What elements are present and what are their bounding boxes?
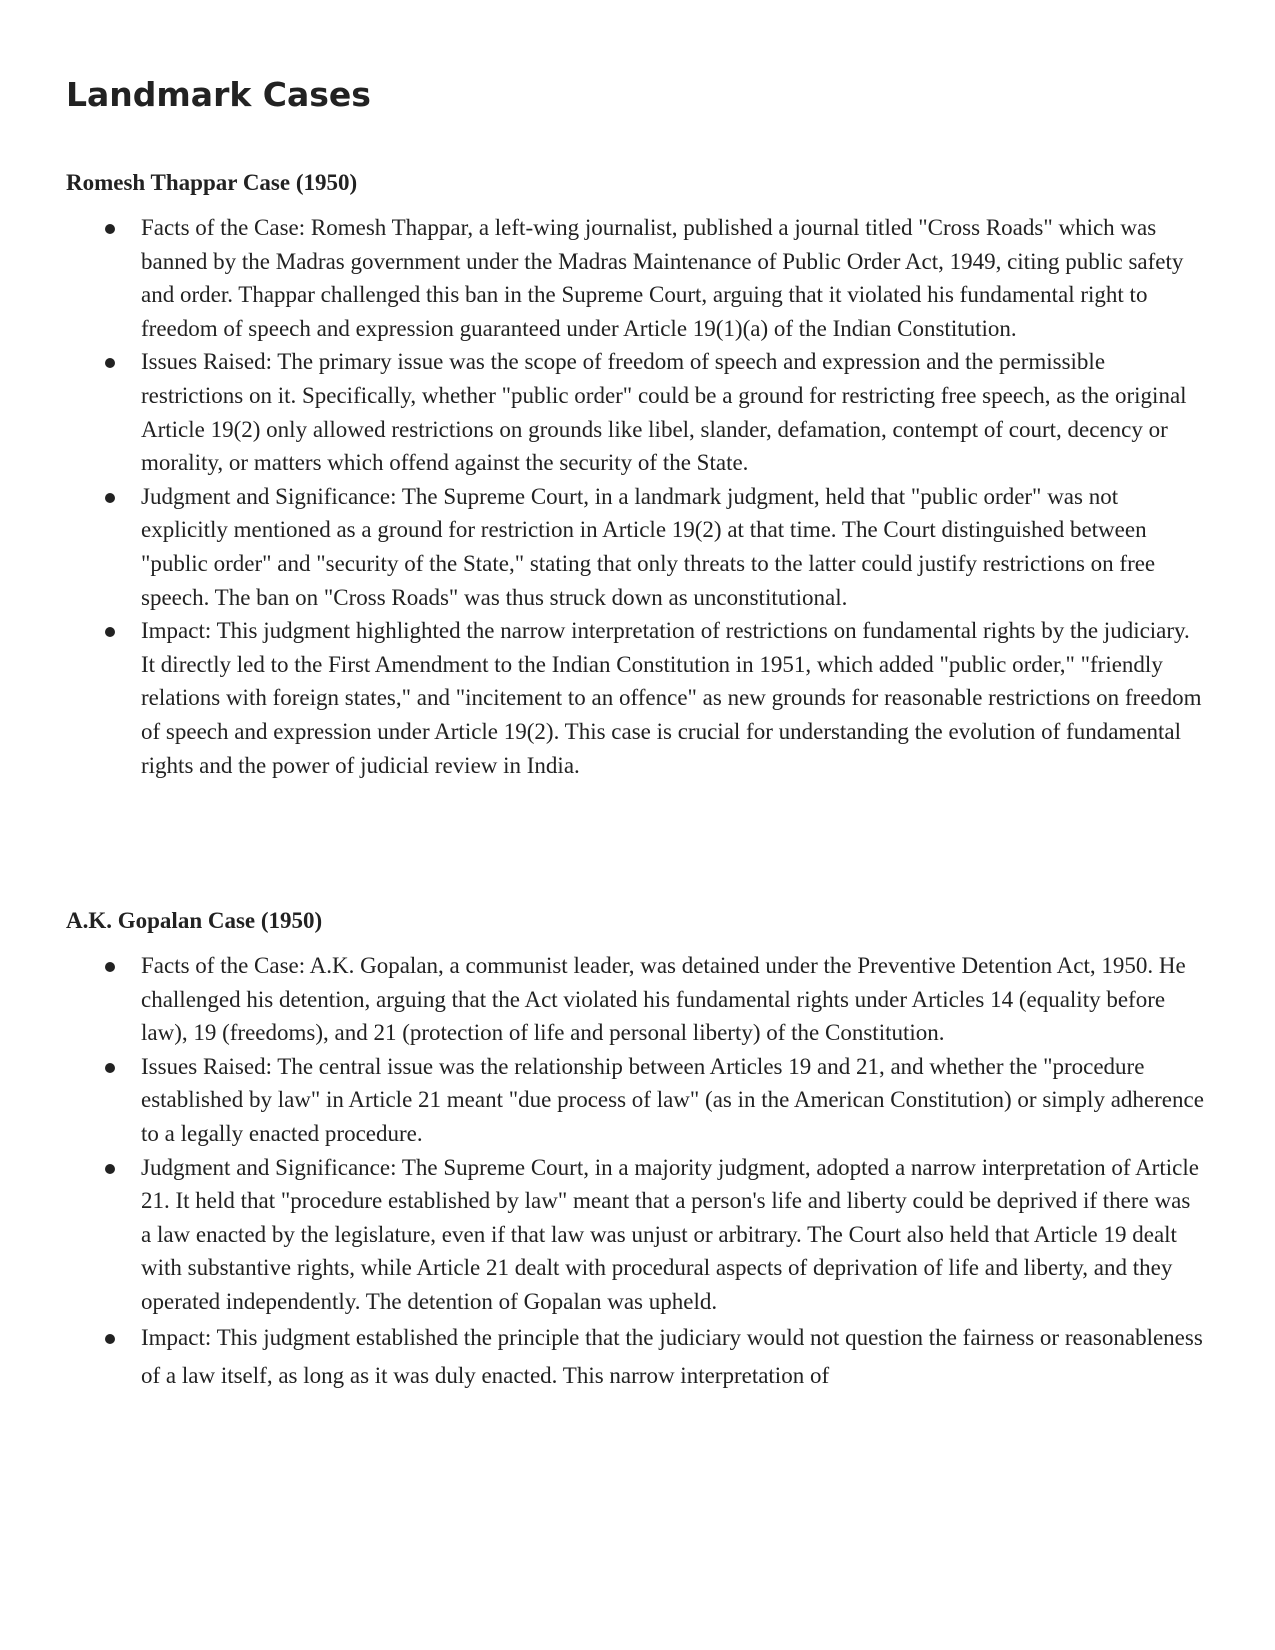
list-item-impact: [66, 614, 1206, 782]
bullet-icon: [105, 1063, 115, 1073]
bullet-icon: [105, 962, 115, 972]
case-section-romesh-thappar: [66, 168, 1206, 782]
list-item-text: Issues Raised: The primary issue was the scope of freedom of speech and expression and the permissible restrictions on it. Specifically, whether "public order" could be a ground for restricting free speech, as the original Article 19(2) only allowed restrictions on grounds like libel, slander, defamation, contempt of court, decency or morality, or matters which offend against the security of the State.: [141, 349, 1187, 476]
case-section-ak-gopalan: [66, 906, 1206, 1395]
list-item-facts: [66, 211, 1206, 345]
list-item-text: Facts of the Case: A.K. Gopalan, a communist leader, was detained under the Preventive Detention Act, 1950. He challenged his detention, arguing that the Act violated his fundamental rights under Articles 14 (equality before law), 19 (freedoms), and 21 (protection of life and personal liberty) of the Constitution.: [141, 953, 1186, 1046]
list-item-judgment: [66, 480, 1206, 614]
list-item-facts: [66, 949, 1206, 1050]
list-item-text: Impact: This judgment highlighted the narrow interpretation of restrictions on fundamental rights by the judiciary. It directly led to the First Amendment to the Indian Constitution in 1951, which added "public order," "friendly relations with foreign states," and "incitement to an offence" as new grounds for reasonable restrictions on freedom of speech and expression under Article 19(2). This case is crucial for understanding the evolution of fundamental rights and the power of judicial review in India.: [141, 618, 1202, 778]
list-item-judgment: [66, 1151, 1206, 1319]
page-title: Landmark Cases: [66, 75, 371, 114]
bullet-icon: [105, 224, 115, 234]
bullet-icon: [105, 1164, 115, 1174]
bullet-icon: [105, 1334, 115, 1344]
section-heading: Romesh Thappar Case (1950): [66, 170, 358, 195]
list-item-text: Judgment and Significance: The Supreme Court, in a majority judgment, adopted a narrow interpretation of Article 21. It held that "procedure established by law" meant that a person's life and liberty could be deprived if there was a law enacted by the legislature, even if that law was unjust or arbitrary. The Court also held that Article 19 dealt with substantive rights, while Article 21 dealt with procedural aspects of deprivation of life and liberty, and they operated independently. The detention of Gopalan was upheld.: [141, 1154, 1199, 1314]
bullet-list: [66, 949, 1206, 1395]
list-item-text: Facts of the Case: Romesh Thappar, a left-wing journalist, published a journal titled "Cross Roads" which was banned by the Madras government under the Madras Maintenance of Public Order Act, 1949, citing public safety and order. Thappar challenged this ban in the Supreme Court, arguing that it violated his fundamental right to freedom of speech and expression guaranteed under Article 19(1)(a) of the Indian Constitution.: [141, 215, 1184, 341]
list-item-text: Issues Raised: The central issue was the relationship between Articles 19 and 21, and whether the "procedure established by law" in Article 21 meant "due process of law" (as in the American Constitution) or simply adherence to a legally enacted procedure.: [141, 1053, 1204, 1146]
section-heading: A.K. Gopalan Case (1950): [66, 908, 323, 933]
list-item-text: Impact: This judgment established the principle that the judiciary would not question the fairness or reasonableness of a law itself, as long as it was duly enacted. This narrow interpretation of: [141, 1324, 1203, 1388]
bullet-icon: [105, 627, 115, 637]
list-item-issues: [66, 1050, 1206, 1151]
list-item-issues: [66, 345, 1206, 479]
bullet-list: [66, 211, 1206, 782]
list-item-text: Judgment and Significance: The Supreme Court, in a landmark judgment, held that "public order" was not explicitly mentioned as a ground for restriction in Article 19(2) at that time. The Court distinguished between "public order" and "security of the State," stating that only threats to the latter could justify restrictions on free speech. The ban on "Cross Roads" was thus struck down as unconstitutional.: [141, 483, 1156, 610]
list-item-impact: [66, 1319, 1206, 1395]
bullet-icon: [105, 358, 115, 368]
bullet-icon: [105, 493, 115, 503]
